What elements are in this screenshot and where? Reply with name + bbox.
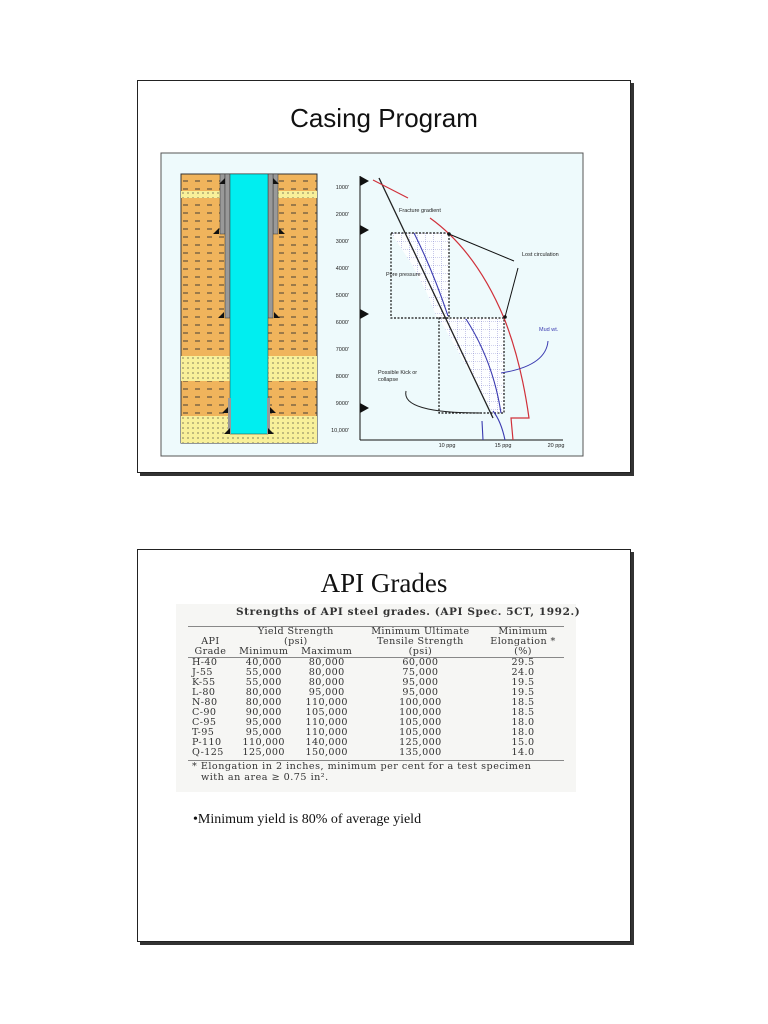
table-cell: 135,000: [359, 748, 482, 761]
table-cell: 29.5: [511, 657, 535, 668]
table-cell: 110,000: [305, 697, 348, 708]
table-footnote: [192, 761, 531, 783]
table-row: [188, 688, 564, 698]
table-cell: 125,000: [399, 737, 442, 748]
table-cell: 19.5: [511, 677, 535, 688]
depth-label: 1000': [335, 185, 349, 191]
slide-title: Casing Program: [290, 103, 478, 133]
table-cell: H-40: [192, 657, 218, 668]
table-cell: 80,000: [308, 657, 345, 668]
table-cell: 15.0: [511, 737, 535, 748]
table-cell: 80,000: [308, 667, 345, 678]
table-cell: 60,000: [402, 657, 439, 668]
table-cell: 110,000: [305, 717, 348, 728]
x-tick-label: 10 ppg: [438, 443, 456, 449]
table-cell: 95,000: [245, 717, 282, 728]
table-cell: 75,000: [402, 667, 439, 678]
kick-label-2: collapse: [378, 377, 399, 383]
slide-api-grades: [137, 549, 631, 942]
slide-casing-program: [137, 80, 631, 473]
table-row: [188, 718, 564, 728]
footnote-line: * Elongation in 2 inches, minimum per cent for a test specimen: [192, 761, 532, 772]
table-cell: 95,000: [245, 727, 282, 738]
table-row: [188, 698, 564, 708]
table-cell: 80,000: [308, 677, 345, 688]
table-cell: C-90: [192, 707, 217, 718]
table-cell: 18.0: [511, 727, 535, 738]
table-cell: 18.0: [511, 717, 535, 728]
header-cell: Yield Strength: [233, 627, 359, 638]
table-cell: 110,000: [305, 727, 348, 738]
table-cell: 40,000: [245, 657, 282, 668]
bullet-point: •Minimum yield is 80% of average yield: [193, 812, 422, 827]
depth-label: 8000': [335, 374, 349, 380]
depth-label: 7000': [335, 347, 349, 353]
fracture-gradient-label: Fracture gradient: [399, 208, 441, 214]
depth-label: 5000': [335, 293, 349, 299]
table-cell: Q-125: [188, 748, 233, 761]
x-tick-label: 15 ppg: [494, 443, 512, 449]
table-cell: 55,000: [245, 677, 282, 688]
header-cell: Maximum: [295, 647, 359, 658]
table-cell: 100,000: [399, 707, 442, 718]
depth-label: 10,000': [331, 428, 349, 434]
table-cell: T-95: [192, 727, 215, 738]
table-cell: 90,000: [245, 707, 282, 718]
table-cell: 18.5: [511, 707, 535, 718]
table-row: [188, 748, 564, 761]
depth-label: 3000': [335, 239, 349, 245]
depth-label: 4000': [335, 266, 349, 272]
header-cell: (%): [482, 647, 564, 658]
x-tick-label: 20 ppg: [547, 443, 565, 449]
table-cell: K-55: [192, 677, 216, 688]
table-cell: J-55: [192, 667, 213, 678]
api-grades-table-image: [176, 604, 581, 792]
table-cell: 24.0: [511, 667, 535, 678]
casing-program-figure: [138, 81, 630, 472]
table-cell: 100,000: [399, 697, 442, 708]
wellbore-diagram: [181, 174, 317, 443]
table-cell: 80,000: [245, 697, 282, 708]
borehole-fluid: [230, 174, 268, 434]
table-cell: C-95: [192, 717, 217, 728]
table-cell: 140,000: [305, 737, 348, 748]
table-cell: 105,000: [399, 717, 442, 728]
kick-label: Possible Kick or: [378, 370, 418, 376]
table-cell: N-80: [192, 697, 218, 708]
header-cell: (psi): [359, 647, 482, 658]
header-cell: Tensile Strength: [377, 636, 464, 647]
table-cell: 80,000: [245, 687, 282, 698]
header-cell: Minimum Ultimate: [359, 627, 482, 638]
table-cell: 95,000: [402, 687, 439, 698]
table-cell: 18.5: [511, 697, 535, 708]
table-cell: 125,000: [233, 748, 295, 761]
table-row: [188, 668, 564, 678]
table-row: [188, 678, 564, 688]
depth-label: 6000': [335, 320, 349, 326]
header-cell: API: [201, 636, 220, 647]
header-cell: Grade: [188, 647, 233, 658]
header-cell: Elongation *: [490, 636, 556, 647]
lost-circulation-label: Lost circulation: [522, 252, 559, 258]
table-cell: 105,000: [399, 727, 442, 738]
pore-pressure-label: Pore pressure: [386, 272, 421, 278]
surface-casing: [225, 174, 230, 318]
table-cell: 95,000: [308, 687, 345, 698]
table-cell: 14.0: [482, 748, 564, 761]
slide-title: API Grades: [320, 568, 448, 598]
depth-label: 2000': [335, 212, 349, 218]
footnote-line: with an area ≥ 0.75 in².: [201, 772, 329, 783]
depth-label: 9000': [335, 401, 349, 407]
table-cell: L-80: [192, 687, 216, 698]
table-row: [188, 708, 564, 718]
table-cell: 95,000: [402, 677, 439, 688]
table-cell: 55,000: [245, 667, 282, 678]
table-cell: 19.5: [511, 687, 535, 698]
table-cell: 110,000: [242, 737, 285, 748]
table-cell: 105,000: [305, 707, 348, 718]
table-cell: 150,000: [295, 748, 359, 761]
api-grades-table: [188, 626, 564, 761]
header-cell: (psi): [283, 636, 308, 647]
header-cell: Minimum: [233, 647, 295, 658]
table-caption: Strengths of API steel grades. (API Spec. 5CT, 1992.): [236, 606, 581, 618]
table-row: [188, 658, 564, 669]
mud-weight-label: Mud wt.: [539, 327, 559, 333]
table-cell: P-110: [192, 737, 222, 748]
header-cell: Minimum: [482, 627, 564, 638]
